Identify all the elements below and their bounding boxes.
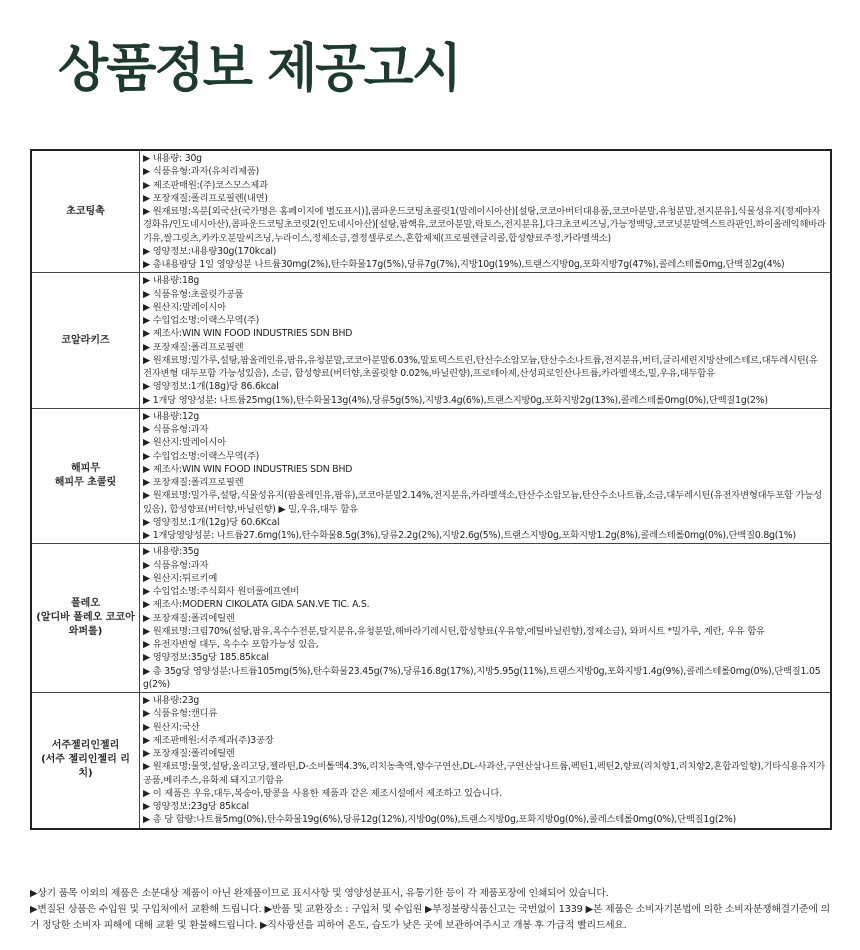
- product-detail-cell: [140, 693, 832, 829]
- product-detail-line: ▶ 내용량:23g: [143, 695, 200, 706]
- product-detail-line: ▶ 내용량:18g: [143, 275, 200, 287]
- product-detail-line: ▶ 수입업소명:이랙스무역(주): [143, 315, 260, 326]
- product-detail-line: ▶ 제조판매원:서주제과(주)3공장: [143, 734, 274, 746]
- product-detail-line: ▶ 영양정보:1개(18g)당 86.6kcal: [143, 381, 279, 393]
- product-detail-line: ▶ 이 제품은 우유,대두,복숭아,땅콩을 사용한 제품과 같은 제조시설에서 제조하고 있습니다.: [143, 787, 502, 799]
- product-detail-line: ▶ 1개당영양성분: 나트륨27.6mg(1%),탄수화물8.5g(3%),당류2.2g(2%),지방2.6g(5%),트랜스지방0g,포화지방1.2g(8%),콜레스테롤0mg(0%),단백질0.8g(1%): [143, 530, 796, 541]
- footer-notice-line-2: ▶변질된 상품은 수입원 및 구입처에서 교환해 드립니다. ▶반품 및 교환장소 : 구입처 및 수입원 ▶부정불량식품신고는 국번없이 1339 ▶본 제품은 소비자기본법에 의한 소비자분쟁해결기준에 의거 정당한 소비자 피해에 대해 교환 및 환불해드립니다. ▶직사광선을 피하여 온도, 습도가 낮은 곳에 보관하여주시고 개봉 후 가급적 빨리드세요.: [30, 904, 830, 931]
- product-name-line: 해피무: [71, 463, 100, 474]
- footer-notice-line-1: ▶상기 품목 이외의 제품은 소분대상 제품이 아닌 완제품이므로 표시사항 및 영양성분표시, 유통기한 등이 각 제품포장에 인쇄되어 있습니다.: [30, 888, 609, 899]
- product-detail-cell: [140, 544, 832, 693]
- product-detail-line: ▶ 수입업소명:주식회사 원더풀에프엔비: [143, 586, 299, 597]
- product-row: [31, 544, 831, 693]
- product-detail-line: ▶ 식품유형:과자: [143, 424, 209, 435]
- product-detail-line: ▶ 원재료명:크림70%(설탕,팜유,옥수수전분,탈지분유,유청분말,해바라기레시틴,합성향료(우유향,에틸바닐린향),정제소금), 와퍼시트 *밀가루, 계란, 우유 함유: [143, 625, 765, 637]
- product-detail-line: ▶ 영양정보:내용량30g(170kcal): [143, 245, 277, 257]
- product-row: [31, 273, 831, 409]
- product-detail-line: ▶ 영양정보:35g당 185.85kcal: [143, 652, 269, 664]
- product-detail-cell: [140, 273, 832, 409]
- product-detail-line: ▶ 원산지:말레이시아: [143, 437, 226, 449]
- product-name-line: 코알라키즈: [61, 334, 110, 346]
- product-detail-line: ▶ 원산지:튀르키예: [143, 572, 218, 584]
- product-detail-line: ▶ 원산지:국산: [143, 721, 200, 733]
- product-detail-line: ▶ 유전자변형 대두, 옥수수 포함가능성 있음,: [143, 639, 319, 650]
- product-detail-line: ▶ 제조사:MODERN CIKOLATA GIDA SAN.VE TIC. A.S.: [143, 599, 370, 611]
- product-detail-line: ▶ 영양정보:23g당 85kcal: [143, 801, 249, 812]
- product-detail-line: ▶ 내용량: 30g: [143, 153, 202, 164]
- product-detail-line: ▶ 포장재질:폴리에틸렌: [143, 612, 235, 624]
- product-detail-line: ▶ 포장재질:폴리프로필렌: [143, 341, 244, 353]
- product-detail-line: ▶ 식품유형:캔디류: [143, 708, 218, 720]
- product-name-line: 서주젤리인젤리: [51, 740, 120, 752]
- footer-notice: [30, 886, 835, 934]
- product-detail-line: ▶ 포장재질:폴리프로필렌: [143, 477, 244, 488]
- product-name-cell: [31, 544, 140, 693]
- product-detail-line: ▶ 영양정보:1개(12g)당 60.6Kcal: [143, 516, 280, 528]
- product-row: [31, 150, 831, 273]
- product-detail-line: ▶ 제조사:WIN WIN FOOD INDUSTRIES SDN BHD: [143, 463, 353, 475]
- product-detail-line: ▶ 수입업소명:이랙스무역(주): [143, 450, 260, 462]
- product-detail-cell: [140, 408, 832, 544]
- product-detail-line: ▶ 원재료명:옥분[외국산(국가명은 홈페이지에 별도표시)],콤파운드코팅초콜릿1(말레이시아산)[설탕,코코아버터대용품,코코아분말,유청분말,전지분유],식물성유지(정제야자경화유/인도네시아산),콤파운드코팅초코릿2(인도네시아산)[설탕,팜핵유,코코아분말,락토스,전지분유],다크초코씨즈닝,가능정백당,코코넛분말엑스트라판인,하이올레익해바라기유,쌀그릿츠,카카오분말씨즈닝,누라이스,정제소금,결정셀루로스,혼합제제(프로필렌글리콜,합성향료주정,카라멜색소): [143, 206, 826, 244]
- product-detail-line: ▶ 총내용량당 1일 영양성분 나트륨30mg(2%),탄수화물17g(5%),당류7g(7%),지방10g(19%),트랜스지방0g,포화지방7g(47%),콜레스테롤0mg,단백질2g(4%): [143, 259, 785, 270]
- product-detail-line: ▶ 식품유형:과자(유처리제품): [143, 166, 260, 178]
- product-name-line: (서주 젤리인젤리 리치): [41, 754, 130, 780]
- product-name-line: 폴레오: [71, 598, 100, 610]
- product-info-table: [30, 149, 832, 830]
- product-name-cell: [31, 273, 140, 409]
- product-detail-line: ▶ 총 당 함량:나트륨5mg(0%),탄수화물19g(6%),당류12g(12%),지방0g(0%),트랜스지방0g,포화지방0g(0%),콜레스테롤0mg(0%),단백질1g(2%): [143, 814, 737, 826]
- product-detail-line: ▶ 원재료명:밀가루,설탕,식물성유지(팜올레인유,팜유),코코아분말2.14%,전지분유,카라멜색소,탄산수소암모늄,탄산수소나트륨,소금,대두레시틴(유전자변형대두포함 가능성 있음), 합성향료(버터향,바닐린향) ▶ 밀,우유,대두 함유: [143, 490, 822, 515]
- product-detail-line: ▶ 제조사:WIN WIN FOOD INDUSTRIES SDN BHD: [143, 328, 353, 340]
- product-detail-line: ▶ 제조판매원:(주)코스모스제과: [143, 179, 268, 191]
- product-detail-cell: [140, 150, 832, 273]
- product-detail-line: ▶ 식품유형:초콜릿가공품: [143, 288, 244, 300]
- product-detail-line: ▶ 총 35g당 영양성분:나트륨105mg(5%),탄수화물23.45g(7%),당류16.8g(17%),지방5.95g(11%),트랜스지방0g,포화지방1.4g(9%),콜레스테롤0mg(0%),단백질1.05g(2%): [143, 665, 821, 690]
- product-detail-line: ▶ 포장재질:폴리프로필렌(내면): [143, 192, 268, 204]
- product-name-cell: [31, 693, 140, 829]
- product-info-table-body: [31, 150, 831, 829]
- product-detail-line: ▶ 1개당 영양성분: 나트륨25mg(1%),탄수화물13g(4%),당류5g(5%),지방3.4g(6%),트랜스지방0g,포화지방2g(13%),콜레스테롤0mg(0%),단백질1g(2%): [143, 394, 768, 406]
- product-name-cell: [31, 150, 140, 273]
- product-row: [31, 408, 831, 544]
- product-detail-line: ▶ 원산지:말레이시아: [143, 301, 226, 313]
- product-detail-line: ▶ 포장재질:폴리에틸렌: [143, 748, 235, 759]
- product-name-line: 해피무 초콜릿: [54, 477, 117, 488]
- product-detail-line: ▶ 원재료명:물엿,설탕,올리고당,젤라틴,D-소비톨액4.3%,리치농축액,향수구연산,DL-사과산,구연산삼나트륨,펙틴1,펙틴2,향료(리치향1,리치향2,혼합과일향),기타식용유지가공품,베리주스,유화제 돼지고기함유: [143, 761, 825, 786]
- product-name-line: (알디바 폴레오 코코아 와퍼롤): [36, 612, 135, 638]
- product-name-line: 초코팅촉: [66, 205, 105, 217]
- product-detail-line: ▶ 식품유형:과자: [143, 559, 209, 571]
- page-title: 상품정보 제공고시: [58, 39, 460, 99]
- product-name-cell: [31, 408, 140, 544]
- product-detail-line: ▶ 내용량:35g: [143, 546, 200, 558]
- product-row: [31, 693, 831, 829]
- product-detail-line: ▶ 원재료명:밀가루,설탕,팜올레인유,팜유,유청분말,코코아분말6.03%,말토텍스트린,탄산수소암모늄,탄산수소나트륨,전지분유,버터,글리세린지방산에스테르,대두레시틴(유전자변형 대두포함 가능성있음), 소금, 합성향료(버터향,초콜릿향 0.02%,바닐린향),프로테아제,산성피로인산나트륨,카라멜색소,밀,우유,대두함유: [143, 354, 818, 379]
- product-detail-line: ▶ 내용량:12g: [143, 410, 200, 422]
